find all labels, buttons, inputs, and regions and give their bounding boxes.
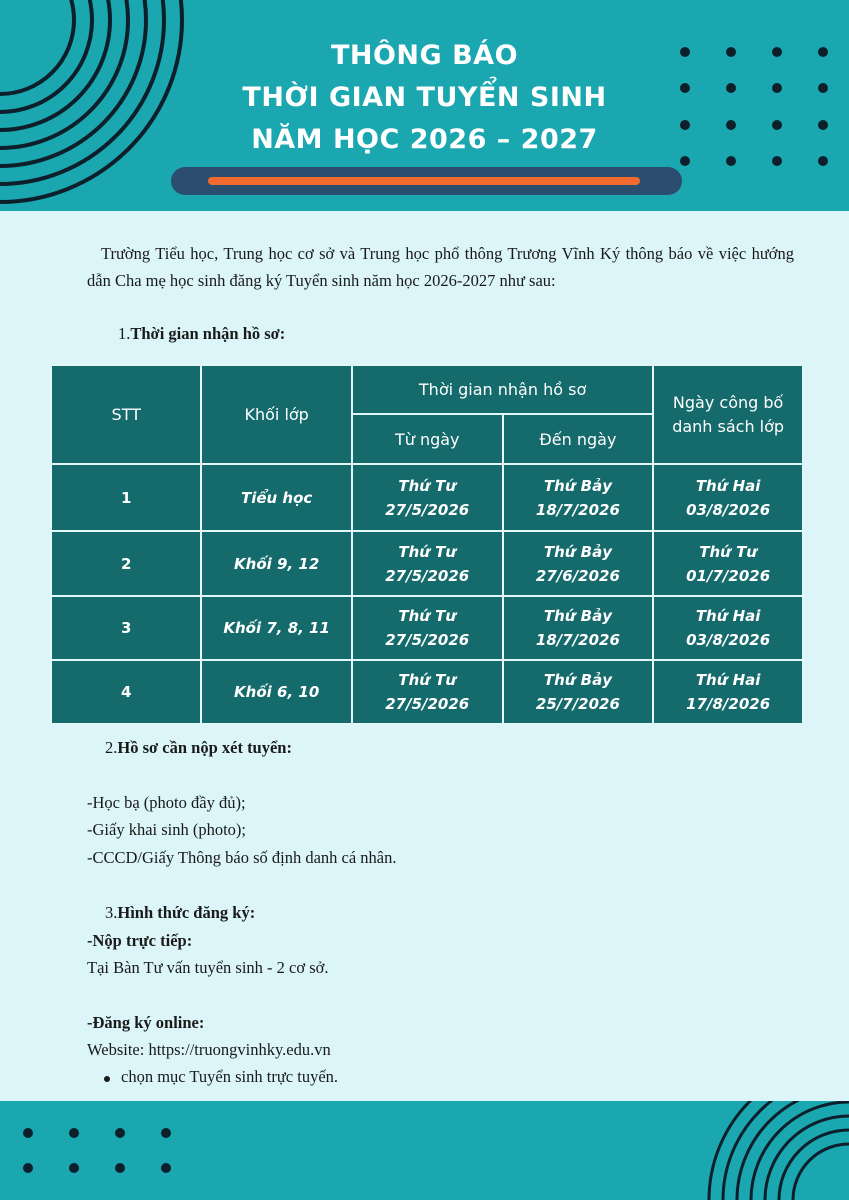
concentric-arcs-decoration (700, 1101, 849, 1200)
cell-grade: Khối 9, 12 (201, 531, 351, 596)
title-line-2: THỜI GIAN TUYỂN SINH (242, 82, 607, 113)
announce-day: Thứ Hai (695, 607, 761, 625)
website-text[interactable]: Website: https://truongvinhky.edu.vn (87, 1040, 331, 1059)
section-1-title: Thời gian nhận hồ sơ: (130, 324, 286, 343)
header-stt: STT (51, 365, 201, 464)
from-day: Thứ Tư (398, 476, 457, 495)
cell-grade: Tiểu học (201, 464, 351, 531)
cell-stt: 4 (51, 660, 201, 724)
cell-announce (653, 660, 803, 724)
from-day: Thứ Tư (398, 542, 457, 561)
document-item-3: -CCCD/Giấy Thông báo số định danh cá nhân. (87, 848, 397, 867)
to-date: 27/6/2026 (535, 566, 620, 585)
cell-announce (653, 464, 803, 531)
schedule-table (50, 364, 804, 725)
cell-announce (653, 596, 803, 660)
header-banner (0, 0, 849, 211)
title-line-1: THÔNG BÁO (330, 40, 519, 71)
online-instruction: chọn mục Tuyển sinh trực tuyến. (121, 1067, 339, 1086)
from-date: 27/5/2026 (385, 631, 470, 649)
from-date: 27/5/2026 (385, 500, 470, 519)
cell-from (352, 596, 503, 660)
announce-day: Thứ Hai (695, 671, 761, 689)
from-day: Thứ Tư (398, 607, 457, 625)
from-day: Thứ Tư (398, 671, 457, 689)
cell-stt: 1 (51, 464, 201, 531)
section-3-number: 3. (105, 903, 118, 922)
document-item-1: -Học bạ (photo đầy đủ); (87, 793, 246, 812)
section-2-title: Hồ sơ cần nộp xét tuyển: (117, 738, 292, 757)
dot-grid-decoration (14, 1121, 184, 1181)
to-day: Thứ Bảy (543, 542, 612, 561)
from-date: 27/5/2026 (385, 695, 470, 713)
cell-from (352, 464, 503, 531)
header-period: Thời gian nhận hồ sơ (352, 365, 653, 414)
table-row (51, 531, 803, 596)
cell-grade: Khối 6, 10 (201, 660, 351, 724)
header-announce: Ngày công bố danh sách lớp (653, 365, 803, 464)
cell-stt: 3 (51, 596, 201, 660)
announce-date: 03/8/2026 (686, 631, 771, 649)
cell-to (503, 660, 654, 724)
cell-stt: 2 (51, 531, 201, 596)
footer-banner (0, 1101, 849, 1200)
announce-date: 01/7/2026 (686, 566, 771, 585)
table-row (51, 660, 803, 724)
from-date: 27/5/2026 (385, 566, 470, 585)
header-grade: Khối lớp (201, 365, 351, 464)
cell-from (352, 660, 503, 724)
to-day: Thứ Bảy (543, 671, 612, 689)
online-registration-title: -Đăng ký online: (87, 1013, 205, 1032)
cell-to (503, 531, 654, 596)
header-accent-bar (171, 167, 682, 195)
cell-grade: Khối 7, 8, 11 (201, 596, 351, 660)
to-date: 18/7/2026 (535, 500, 620, 519)
to-date: 18/7/2026 (535, 631, 620, 649)
bullet-icon (104, 1076, 110, 1082)
title-line-3: NĂM HỌC 2026 – 2027 (251, 124, 598, 155)
section-2-number: 2. (105, 738, 118, 757)
header-to: Đến ngày (503, 414, 654, 464)
cell-to (503, 596, 654, 660)
table-row (51, 464, 803, 531)
announce-day: Thứ Hai (695, 476, 761, 495)
cell-from (352, 531, 503, 596)
header-accent-stripe (208, 177, 640, 185)
cell-announce (653, 531, 803, 596)
header-from: Từ ngày (352, 414, 503, 464)
direct-submission-text: Tại Bàn Tư vấn tuyển sinh - 2 cơ sở. (87, 958, 329, 977)
document-item-2: -Giấy khai sinh (photo); (87, 820, 247, 839)
to-day: Thứ Bảy (543, 476, 612, 495)
table-row (51, 596, 803, 660)
announce-date: 17/8/2026 (686, 695, 771, 713)
section-1-heading (118, 324, 285, 344)
section-3-heading (105, 903, 255, 923)
direct-submission-title: -Nộp trực tiếp: (87, 931, 193, 950)
to-date: 25/7/2026 (535, 695, 620, 713)
intro-paragraph: Trường Tiểu học, Trung học cơ sở và Trung học phổ thông Trương Vĩnh Ký thông báo về việc hướng dẫn Cha mẹ học sinh đăng ký Tuyển sinh năm học 2026-2027 như sau: (87, 244, 794, 290)
cell-to (503, 464, 654, 531)
announce-day: Thứ Tư (699, 542, 757, 561)
announce-date: 03/8/2026 (686, 500, 771, 519)
section-2-heading (105, 738, 292, 758)
section-1-number: 1. (118, 324, 131, 343)
to-day: Thứ Bảy (543, 607, 612, 625)
section-3-title: Hình thức đăng ký: (117, 903, 256, 922)
